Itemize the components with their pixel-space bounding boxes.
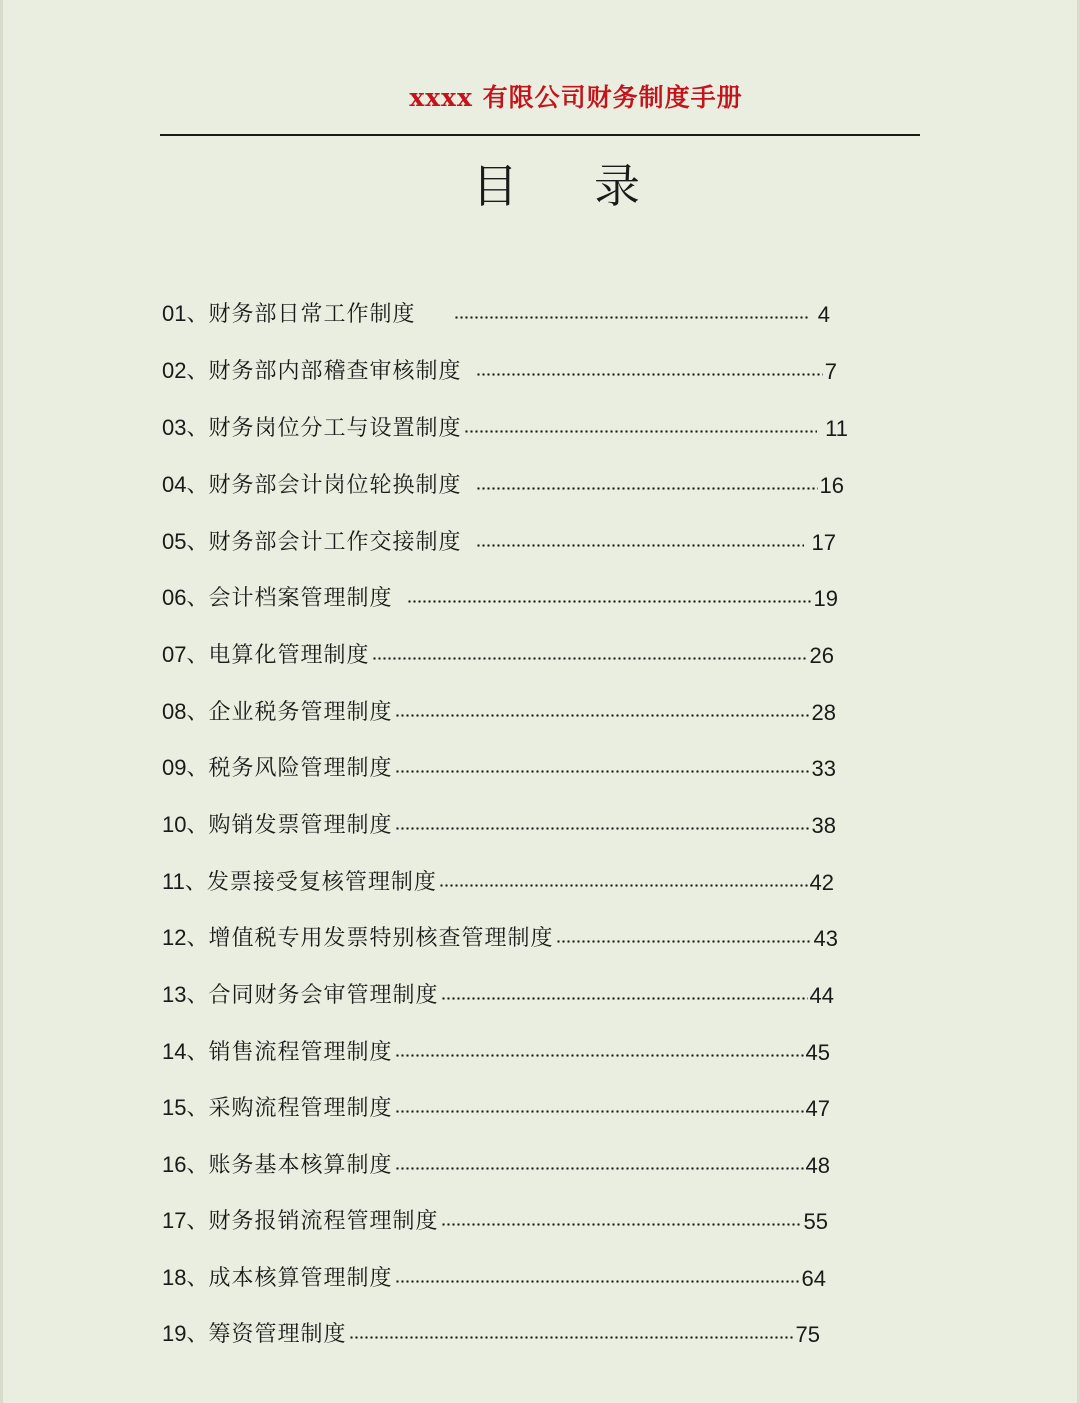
toc-entry-title: 电算化管理制度 <box>208 643 370 668</box>
toc-entry-page: 7 <box>824 359 837 384</box>
toc-entry[interactable] <box>162 1191 828 1235</box>
toc-entry-title: 财务部日常工作制度 <box>208 302 416 327</box>
toc-entry-page: 17 <box>811 530 836 555</box>
toc-entry-number: 17、 <box>162 1208 209 1233</box>
toc-entry-title: 销售流程管理制度 <box>208 1040 393 1065</box>
toc-entry-number: 01、 <box>162 301 209 326</box>
toc-entry-leader <box>395 1050 804 1060</box>
toc-entry-page: 11 <box>825 416 848 441</box>
toc-entry-leader <box>441 1219 802 1229</box>
toc-entry-title: 发票接受复核管理制度 <box>206 870 437 895</box>
toc-entry-number: 16、 <box>162 1152 209 1177</box>
toc-entry-page: 16 <box>819 473 844 498</box>
toc-entry-leader <box>439 880 808 890</box>
toc-entry-title: 财务部会计岗位轮换制度 <box>208 473 462 498</box>
toc-entry-leader <box>395 766 810 776</box>
toc-entry-leader <box>395 823 810 833</box>
toc-entry-leader <box>349 1332 794 1342</box>
toc-entry[interactable] <box>162 852 834 896</box>
toc-entry-number: 13、 <box>162 982 209 1007</box>
toc-entry-title: 采购流程管理制度 <box>208 1096 393 1121</box>
toc-entry[interactable] <box>162 738 836 782</box>
toc-entry[interactable] <box>162 398 848 442</box>
toc-entry-leader <box>441 993 808 1003</box>
toc-entry-page: 75 <box>795 1322 820 1347</box>
toc-entry-title: 财务部会计工作交接制度 <box>208 530 462 555</box>
toc-entry-page: 28 <box>811 700 836 725</box>
toc-entry-number: 12、 <box>162 925 209 950</box>
toc-entry-leader <box>407 596 812 606</box>
toc-entry-leader <box>395 1106 804 1116</box>
toc-entry-number: 06、 <box>162 585 209 610</box>
toc-heading <box>0 150 1080 216</box>
toc-entry-number: 05、 <box>162 529 209 554</box>
toc-entry-title: 企业税务管理制度 <box>208 700 393 725</box>
toc-entry-title: 账务基本核算制度 <box>208 1153 393 1178</box>
toc-entry[interactable] <box>162 512 836 556</box>
toc-entry[interactable] <box>162 1304 820 1348</box>
toc-entry-number: 02、 <box>162 358 209 383</box>
toc-entry-title: 增值税专用发票特别核查管理制度 <box>208 926 554 951</box>
toc-entry-leader <box>476 540 804 550</box>
toc-entry-leader <box>395 710 810 720</box>
toc-entry-leader <box>476 369 823 379</box>
toc-entry-leader <box>464 426 818 436</box>
toc-entry-title: 合同财务会审管理制度 <box>208 983 439 1008</box>
toc-entry[interactable] <box>162 625 834 669</box>
toc-entry-title: 税务风险管理制度 <box>208 756 393 781</box>
toc-entry-number: 14、 <box>162 1039 209 1064</box>
toc-entry-number: 19、 <box>162 1321 209 1346</box>
toc-heading-char-2: 录 <box>594 159 640 213</box>
toc-entry-leader <box>454 312 810 322</box>
toc-entry[interactable] <box>162 341 837 385</box>
toc-entry-leader <box>556 936 812 946</box>
toc-entry[interactable] <box>162 455 844 499</box>
toc-entry[interactable] <box>162 1248 826 1292</box>
toc-entry-page: 64 <box>801 1266 826 1291</box>
toc-entry-page: 42 <box>809 870 834 895</box>
toc-entry-page: 47 <box>805 1096 830 1121</box>
toc-entry[interactable] <box>162 1135 830 1179</box>
toc-entry-leader <box>372 653 808 663</box>
toc-entry-page: 48 <box>805 1153 830 1178</box>
toc-entry-page: 4 <box>817 302 830 327</box>
toc-heading-char-1: 目 <box>472 159 518 213</box>
header-divider <box>160 134 920 136</box>
toc-entry-number: 15、 <box>162 1095 209 1120</box>
toc-entry-page: 33 <box>811 756 836 781</box>
toc-entry[interactable] <box>162 568 838 612</box>
toc-entry-title: 筹资管理制度 <box>208 1322 347 1347</box>
toc-entry[interactable] <box>162 284 830 328</box>
toc-entry-title: 会计档案管理制度 <box>208 586 393 611</box>
toc-entry[interactable] <box>162 795 836 839</box>
toc-entry-number: 10、 <box>162 812 209 837</box>
toc-entry-page: 45 <box>805 1040 830 1065</box>
toc-entry-leader <box>395 1276 800 1286</box>
toc-entry[interactable] <box>162 682 836 726</box>
toc-entry-title: 购销发票管理制度 <box>208 813 393 838</box>
toc-entry[interactable] <box>162 908 838 952</box>
toc-entry-leader <box>476 483 818 493</box>
toc-entry-page: 19 <box>813 586 838 611</box>
document-header-title: xxxx 有限公司财务制度手册 <box>409 83 743 112</box>
toc-entry-page: 43 <box>813 926 838 951</box>
toc-entry-page: 38 <box>811 813 836 838</box>
toc-entry-title: 财务岗位分工与设置制度 <box>208 416 462 441</box>
toc-entry-page: 26 <box>809 643 834 668</box>
toc-entry[interactable] <box>162 1022 830 1066</box>
toc-entry-number: 18、 <box>162 1265 209 1290</box>
toc-entry-title: 成本核算管理制度 <box>208 1266 393 1291</box>
toc-entry[interactable] <box>162 1078 830 1122</box>
toc-entry-title: 财务部内部稽查审核制度 <box>208 359 462 384</box>
toc-entry-number: 11、 <box>162 869 207 894</box>
toc-entry-title: 财务报销流程管理制度 <box>208 1209 439 1234</box>
toc-entry-page: 44 <box>809 983 834 1008</box>
toc-entry-page: 55 <box>803 1209 828 1234</box>
toc-entry-number: 09、 <box>162 755 209 780</box>
toc-entry-number: 04、 <box>162 472 209 497</box>
toc-entry-number: 07、 <box>162 642 209 667</box>
toc-entry-number: 03、 <box>162 415 209 440</box>
toc-entry-number: 08、 <box>162 699 209 724</box>
toc-entry[interactable] <box>162 965 834 1009</box>
toc-entry-leader <box>395 1163 804 1173</box>
